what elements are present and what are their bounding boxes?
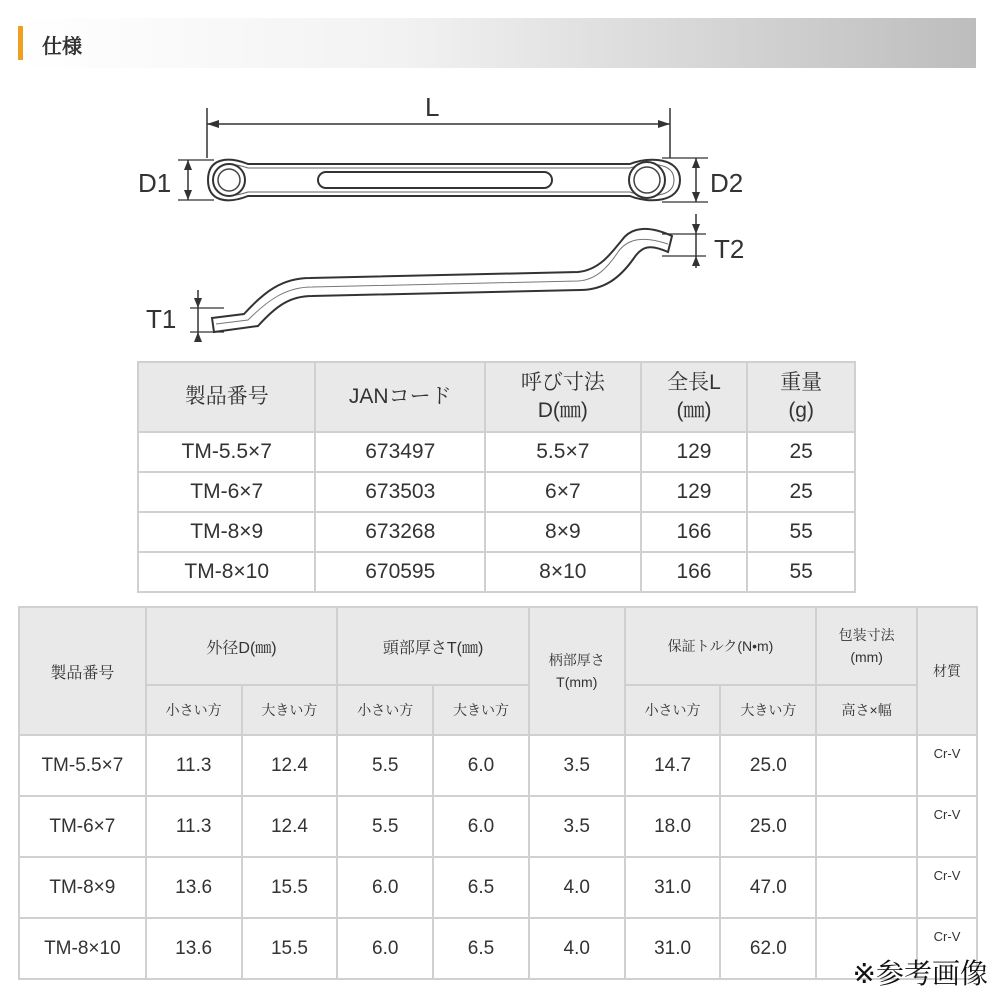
cell-torque-large: 25.0 — [720, 735, 816, 796]
cell-torque-small: 31.0 — [625, 857, 721, 918]
cell-size: 8×10 — [485, 552, 641, 592]
cell-torque-large: 47.0 — [720, 857, 816, 918]
cell-material: Cr-V — [917, 857, 977, 918]
cell-head-small: 6.0 — [337, 918, 433, 979]
cell-length: 166 — [641, 552, 748, 592]
cell-length: 129 — [641, 472, 748, 512]
header-outer-diameter: 外径D(㎜) — [146, 607, 338, 685]
header-shank-thickness-text: 柄部厚さ T(mm) — [548, 651, 605, 690]
header-shank-thickness — [529, 607, 625, 735]
header-package-size-text: 包装寸法 (mm) — [838, 626, 895, 665]
header-weight — [747, 362, 855, 432]
cell-torque-small: 31.0 — [625, 918, 721, 979]
label-T2: T2 — [714, 234, 745, 264]
cell-weight: 25 — [747, 472, 855, 512]
cell-product: TM-8×10 — [138, 552, 315, 592]
table-header-row — [138, 362, 855, 432]
header-head-thickness: 頭部厚さT(㎜) — [337, 607, 529, 685]
wrench-diagram — [0, 0, 1000, 360]
cell-jan: 673268 — [315, 512, 485, 552]
cell-product: TM-8×9 — [19, 857, 146, 918]
cell-torque-small: 14.7 — [625, 735, 721, 796]
table-subheader-row — [19, 685, 977, 735]
table-row — [19, 918, 977, 979]
cell-weight: 55 — [747, 512, 855, 552]
table-row — [138, 472, 855, 512]
cell-material: Cr-V — [917, 735, 977, 796]
cell-head-small: 6.0 — [337, 857, 433, 918]
cell-torque-small: 18.0 — [625, 796, 721, 857]
subheader-large: 大きい方 — [433, 685, 529, 735]
label-L: L — [425, 92, 440, 122]
cell-length: 129 — [641, 432, 748, 472]
cell-product: TM-6×7 — [138, 472, 315, 512]
header-package-size — [816, 607, 917, 685]
header-product-number: 製品番号 — [138, 362, 315, 432]
subheader-large: 大きい方 — [720, 685, 816, 735]
subheader-small: 小さい方 — [146, 685, 242, 735]
header-guaranteed-torque: 保証トルク(N•m) — [625, 607, 817, 685]
spec-table-detail — [18, 606, 978, 980]
header-length — [641, 362, 748, 432]
header-weight-line: 重量 (g) — [780, 370, 823, 422]
table-row — [19, 796, 977, 857]
header-nominal-size-line: 呼び寸法 D(㎜) — [520, 370, 605, 422]
cell-head-small: 5.5 — [337, 796, 433, 857]
subheader-height-width: 高さ×幅 — [816, 685, 917, 735]
cell-torque-large: 25.0 — [720, 796, 816, 857]
subheader-small: 小さい方 — [625, 685, 721, 735]
cell-shank: 4.0 — [529, 918, 625, 979]
table-row — [138, 552, 855, 592]
spec-table-basic — [137, 361, 856, 593]
cell-head-large: 6.5 — [433, 857, 529, 918]
cell-product: TM-5.5×7 — [138, 432, 315, 472]
table-row — [138, 432, 855, 472]
cell-material: Cr-V — [917, 796, 977, 857]
table-row — [138, 512, 855, 552]
cell-package — [816, 857, 917, 918]
cell-head-small: 5.5 — [337, 735, 433, 796]
cell-material: Cr-V — [917, 918, 977, 979]
cell-outer-small: 11.3 — [146, 735, 242, 796]
cell-shank: 3.5 — [529, 735, 625, 796]
header-material: 材質 — [917, 607, 977, 735]
cell-outer-large: 12.4 — [242, 796, 338, 857]
table-header-row — [19, 607, 977, 685]
cell-head-large: 6.5 — [433, 918, 529, 979]
label-D2: D2 — [710, 168, 744, 198]
cell-product: TM-5.5×7 — [19, 735, 146, 796]
cell-size: 5.5×7 — [485, 432, 641, 472]
cell-shank: 3.5 — [529, 796, 625, 857]
header-jan-code: JANコード — [315, 362, 485, 432]
cell-torque-large: 62.0 — [720, 918, 816, 979]
cell-outer-small: 13.6 — [146, 857, 242, 918]
cell-package — [816, 735, 917, 796]
cell-weight: 25 — [747, 432, 855, 472]
cell-size: 8×9 — [485, 512, 641, 552]
subheader-small: 小さい方 — [337, 685, 433, 735]
cell-length: 166 — [641, 512, 748, 552]
cell-size: 6×7 — [485, 472, 641, 512]
cell-package — [816, 796, 917, 857]
cell-outer-large: 12.4 — [242, 735, 338, 796]
cell-outer-large: 15.5 — [242, 918, 338, 979]
cell-head-large: 6.0 — [433, 796, 529, 857]
cell-jan: 670595 — [315, 552, 485, 592]
reference-image-note: ※参考画像 — [852, 957, 988, 990]
cell-weight: 55 — [747, 552, 855, 592]
cell-outer-large: 15.5 — [242, 857, 338, 918]
header-nominal-size — [485, 362, 641, 432]
subheader-large: 大きい方 — [242, 685, 338, 735]
cell-product: TM-8×10 — [19, 918, 146, 979]
cell-head-large: 6.0 — [433, 735, 529, 796]
label-D1: D1 — [138, 168, 172, 198]
header-length-line: 全長L (㎜) — [667, 370, 721, 422]
cell-jan: 673503 — [315, 472, 485, 512]
header-product-number: 製品番号 — [19, 607, 146, 735]
cell-jan: 673497 — [315, 432, 485, 472]
cell-outer-small: 13.6 — [146, 918, 242, 979]
cell-shank: 4.0 — [529, 857, 625, 918]
cell-outer-small: 11.3 — [146, 796, 242, 857]
table-row — [19, 857, 977, 918]
cell-product: TM-8×9 — [138, 512, 315, 552]
cell-product: TM-6×7 — [19, 796, 146, 857]
section-title: 仕様 — [42, 34, 82, 58]
label-T1: T1 — [146, 304, 177, 334]
table-row — [19, 735, 977, 796]
